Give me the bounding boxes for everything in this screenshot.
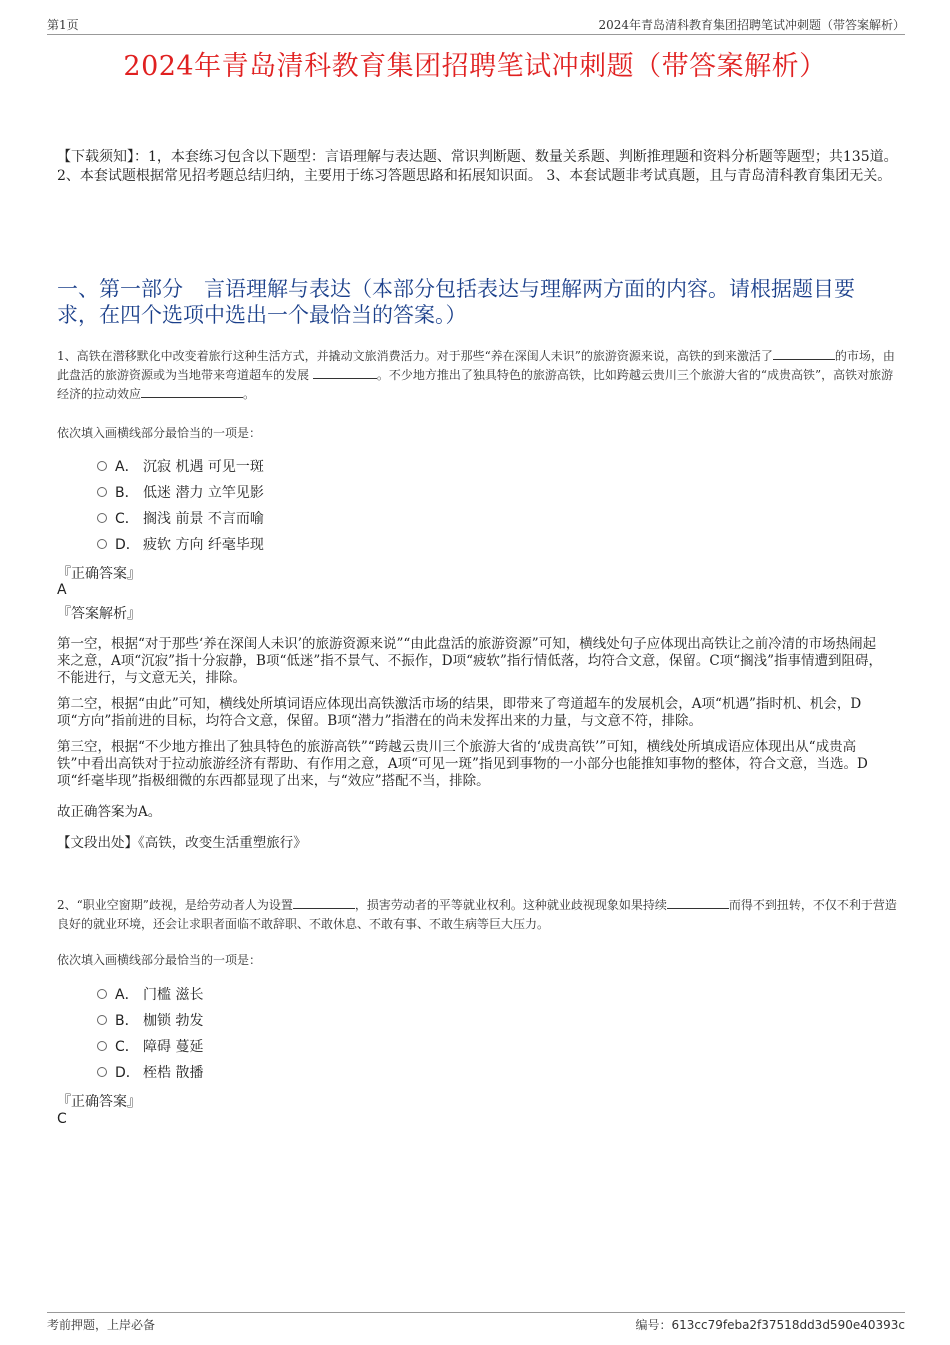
footer-slogan: 考前押题，上岸必备: [47, 1318, 156, 1332]
analysis-paragraph: 第一空，根据“对于那些‘养在深闺人未识’的旅游资源来说”“由此盘活的旅游资源”可知，横线处句子应体现出高铁让之前冷清的市场热闹起来之意，A项“沉寂”指十分寂静，B项“低迷”指不景气、不振作，D项“疲软”指行情低落，均符合文意，保留。C项“搁浅”指事情遭到阻碍，不能进行，与文意无关，排除。: [57, 636, 883, 686]
blank-2: [313, 366, 377, 379]
answer-value: A: [57, 582, 67, 598]
download-notice: 【下载须知】：1，本套练习包含以下题型：言语理解与表达题、常识判断题、数量关系题、判断推理题和资料分析题等题型；共135道。 2、本套试题根据常见招考题总结归纳，主要用于练习答题思路和拓展知识面。 3、本套试题非考试真题，且与青岛清科教育集团无关。: [57, 149, 898, 184]
analysis-label: 『答案解析』: [57, 606, 141, 622]
page-number: 第1页: [47, 18, 79, 32]
option-b[interactable]: B． 低迷 潜力 立竿见影: [97, 479, 264, 505]
radio-icon[interactable]: [97, 1067, 107, 1077]
question-2-text-1: 2、“职业空窗期”歧视，是给劳动者人为设置: [57, 898, 293, 912]
option-d[interactable]: D． 桎梏 散播: [97, 1059, 203, 1085]
document-code: 编号：613cc79feba2f37518dd3d590e40393c: [635, 1318, 905, 1332]
question-2-prompt: 依次填入画横线部分最恰当的一项是：: [57, 953, 262, 967]
blank-1: [773, 347, 835, 360]
radio-icon[interactable]: [97, 487, 107, 497]
answer-label: 『正确答案』: [57, 1094, 141, 1110]
header-doc-title: 2024年青岛清科教育集团招聘笔试冲刺题（带答案解析）: [598, 18, 905, 32]
analysis-paragraph: 第三空，根据“不少地方推出了独具特色的旅游高铁”“跨越云贵川三个旅游大省的‘成贵高铁’”可知，横线处所填成语应体现出从“成贵高铁”中看出高铁对于拉动旅游经济有帮助、有作用之意，A项“可见一斑”指见到事物的一小部分也能推知事物的整体，符合文意，当选。D项“纤毫毕现”指极细微的东西都显现了出来，与“效应”搭配不当，排除。: [57, 739, 868, 789]
option-a[interactable]: A． 门槛 滋长: [97, 981, 203, 1007]
question-1-text-4: 。: [243, 387, 256, 401]
answer-label: 『正确答案』: [57, 566, 141, 582]
radio-icon[interactable]: [97, 1041, 107, 1051]
question-1-text-2: 的市场，由此盘活的旅游资源或为当地带来弯道超车的发展: [57, 349, 895, 382]
analysis-paragraph: 第二空，根据“由此”可知，横线处所填词语应体现出高铁激活市场的结果，即带来了弯道超车的发展机会，A项“机遇”指时机、机会，D项“方向”指前进的目标，均符合文意，保留。B项“潜力”指潜在的尚未发挥出来的力量，与文意不符，排除。: [57, 696, 862, 729]
question-2-text-2: ，损害劳动者的平等就业权利。这种就业歧视现象如果持续: [354, 898, 667, 912]
question-1-text-1: 1、高铁在潜移默化中改变着旅行这种生活方式，并撬动文旅消费活力。对于那些“养在深闺人未识”的旅游资源来说，高铁的到来激活了: [57, 349, 773, 363]
radio-icon[interactable]: [97, 513, 107, 523]
radio-icon[interactable]: [97, 989, 107, 999]
page-header: [47, 14, 905, 35]
question-1-text-3: 。不少地方推出了独具特色的旅游高铁，比如跨越云贵川三个旅游大省的“成贵高铁”，高铁对旅游经济的拉动效应: [57, 368, 894, 401]
analysis-conclusion: 故正确答案为A。: [57, 804, 162, 820]
page-title: 2024年青岛清科教育集团招聘笔试冲刺题（带答案解析）: [123, 51, 827, 82]
source-citation: 【文段出处】《高铁，改变生活重塑旅行》: [57, 835, 307, 851]
analysis-body: [57, 636, 888, 861]
page-footer: [47, 1312, 905, 1335]
option-a[interactable]: A． 沉寂 机遇 可见一斑: [97, 453, 264, 479]
option-c[interactable]: C． 搁浅 前景 不言而喻: [97, 505, 264, 531]
question-1-options: [97, 453, 264, 557]
option-b[interactable]: B． 枷锁 勃发: [97, 1007, 203, 1033]
radio-icon[interactable]: [97, 1015, 107, 1025]
question-2-options: [97, 981, 203, 1085]
question-1-stem: [57, 347, 905, 404]
blank-3: [141, 385, 243, 398]
answer-value: C: [57, 1111, 67, 1127]
option-c[interactable]: C． 障碍 蔓延: [97, 1033, 203, 1059]
question-2-text-3: 而得不到扭转，不仅不利于营造良好的就业环境，还会让求职者面临不敢辞职、不敢休息、不敢有事、不敢生病等巨大压力。: [57, 898, 897, 931]
question-1-prompt: 依次填入画横线部分最恰当的一项是：: [57, 426, 262, 440]
option-d[interactable]: D． 疲软 方向 纤毫毕现: [97, 531, 264, 557]
section-heading: 一、第一部分 言语理解与表达（本部分包括表达与理解两方面的内容。请根据题目要求，在四个选项中选出一个最恰当的答案。）: [57, 277, 855, 327]
question-2-stem: [57, 896, 905, 934]
radio-icon[interactable]: [97, 461, 107, 471]
blank-1: [293, 896, 355, 909]
radio-icon[interactable]: [97, 539, 107, 549]
blank-2: [667, 896, 729, 909]
